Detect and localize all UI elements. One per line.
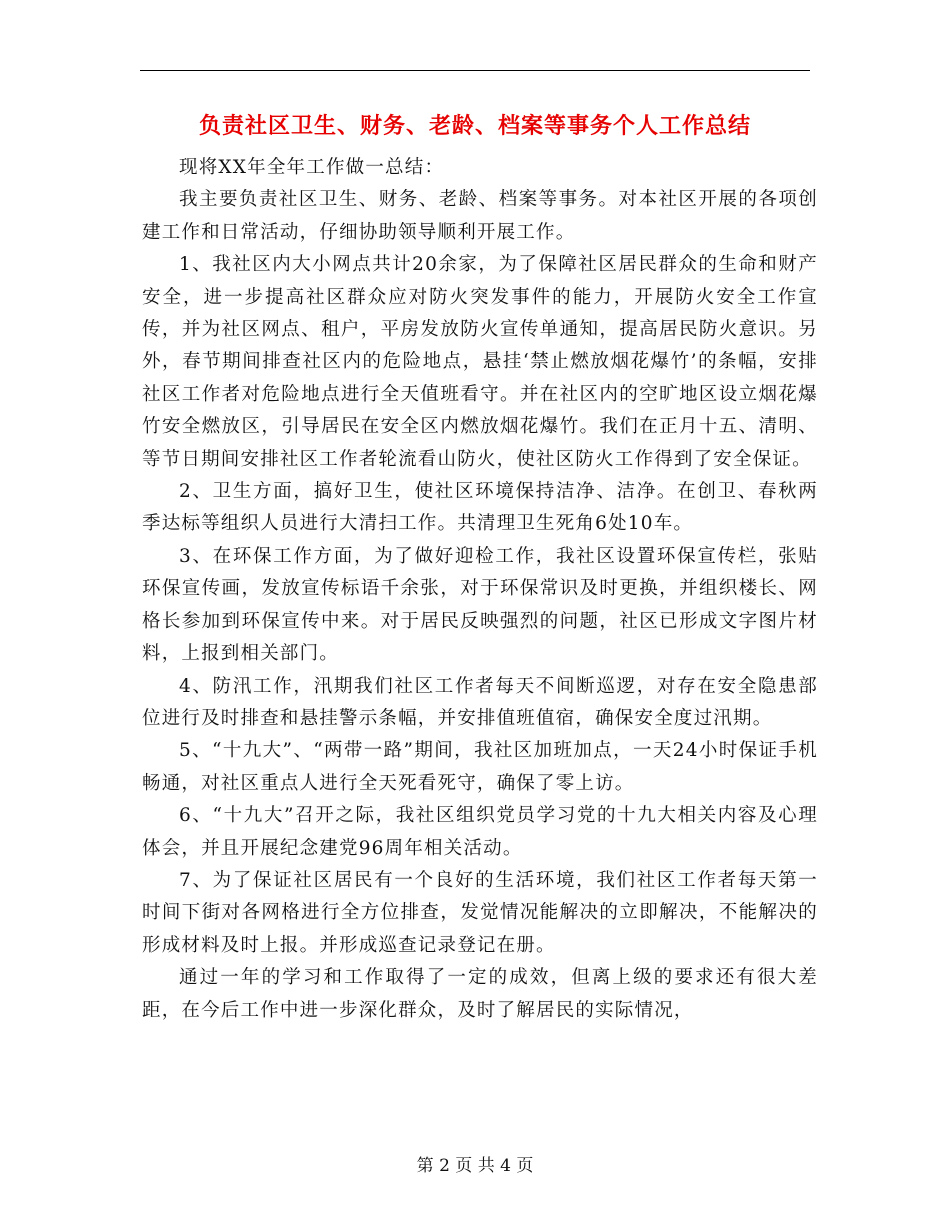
paragraph-conclusion: 通过一年的学习和工作取得了一定的成效，但离上级的要求还有很大差距，在今后工作中进一步深化群众，及时了解居民的实际情况，	[142, 967, 818, 1021]
paragraph-responsibilities: 我主要负责社区卫生、财务、老龄、档案等事务。对本社区开展的各项创建工作和日常活动，仔细协助领导顺利开展工作。	[142, 189, 818, 243]
paragraph-item-3-environment: 3、在环保工作方面，为了做好迎检工作，我社区设置环保宣传栏，张贴环保宣传画，发放宣传标语千余张，对于环保常识及时更换，并组织楼长、网格长参加到环保宣传中来。对于居民反映强烈的问题，社区已形成文字图片材料，上报到相关部门。	[142, 545, 818, 665]
paragraph-item-1-fire-safety: 1、我社区内大小网点共计20余家，为了保障社区居民群众的生命和财产安全，进一步提高社区群众应对防火突发事件的能力，开展防火安全工作宣传，并为社区网点、租户，平房发放防火宣传单通知，提高居民防火意识。另外，春节期间排查社区内的危险地点，悬挂‘禁止燃放烟花爆竹’的条幅，安排社区工作者对危险地点进行全天值班看守。并在社区内的空旷地区设立烟花爆竹安全燃放区，引导居民在安全区内燃放烟花爆竹。我们在正月十五、清明、等节日期间安排社区工作者轮流看山防火，使社区防火工作得到了安全保证。	[142, 254, 818, 470]
page-footer	[0, 1155, 950, 1177]
page-number-label: 第 2 页 共 4 页	[416, 1156, 534, 1176]
paragraph-item-2-sanitation: 2、卫生方面，搞好卫生，使社区环境保持洁净、洁净。在创卫、春秋两季达标等组织人员进行大清扫工作。共清理卫生死角6处10车。	[142, 481, 818, 535]
paragraph-item-5-duty: 5、“十九大”、“两带一路”期间，我社区加班加点，一天24小时保证手机畅通，对社区重点人进行全天死看死守，确保了零上访。	[142, 740, 818, 794]
paragraph-intro: 现将XX年全年工作做一总结：	[179, 157, 445, 178]
paragraph-item-7-inspection: 7、为了保证社区居民有一个良好的生活环境，我们社区工作者每天第一时间下街对各网格进行全方位排查，发觉情况能解决的立即解决，不能解决的形成材料及时上报。并形成巡查记录登记在册。	[142, 869, 818, 956]
paragraph-item-4-flood-control: 4、防汛工作，汛期我们社区工作者每天不间断巡逻，对存在安全隐患部位进行及时排查和悬挂警示条幅，并安排值班值宿，确保安全度过汛期。	[142, 675, 818, 729]
document-title: 负责社区卫生、财务、老龄、档案等事务个人工作总结	[198, 114, 751, 139]
header-rule	[140, 70, 810, 71]
document-body	[142, 152, 818, 1027]
paragraph-item-6-party-study: 6、“十九大”召开之际，我社区组织党员学习党的十九大相关内容及心理体会，并且开展纪念建党96周年相关活动。	[142, 805, 818, 859]
